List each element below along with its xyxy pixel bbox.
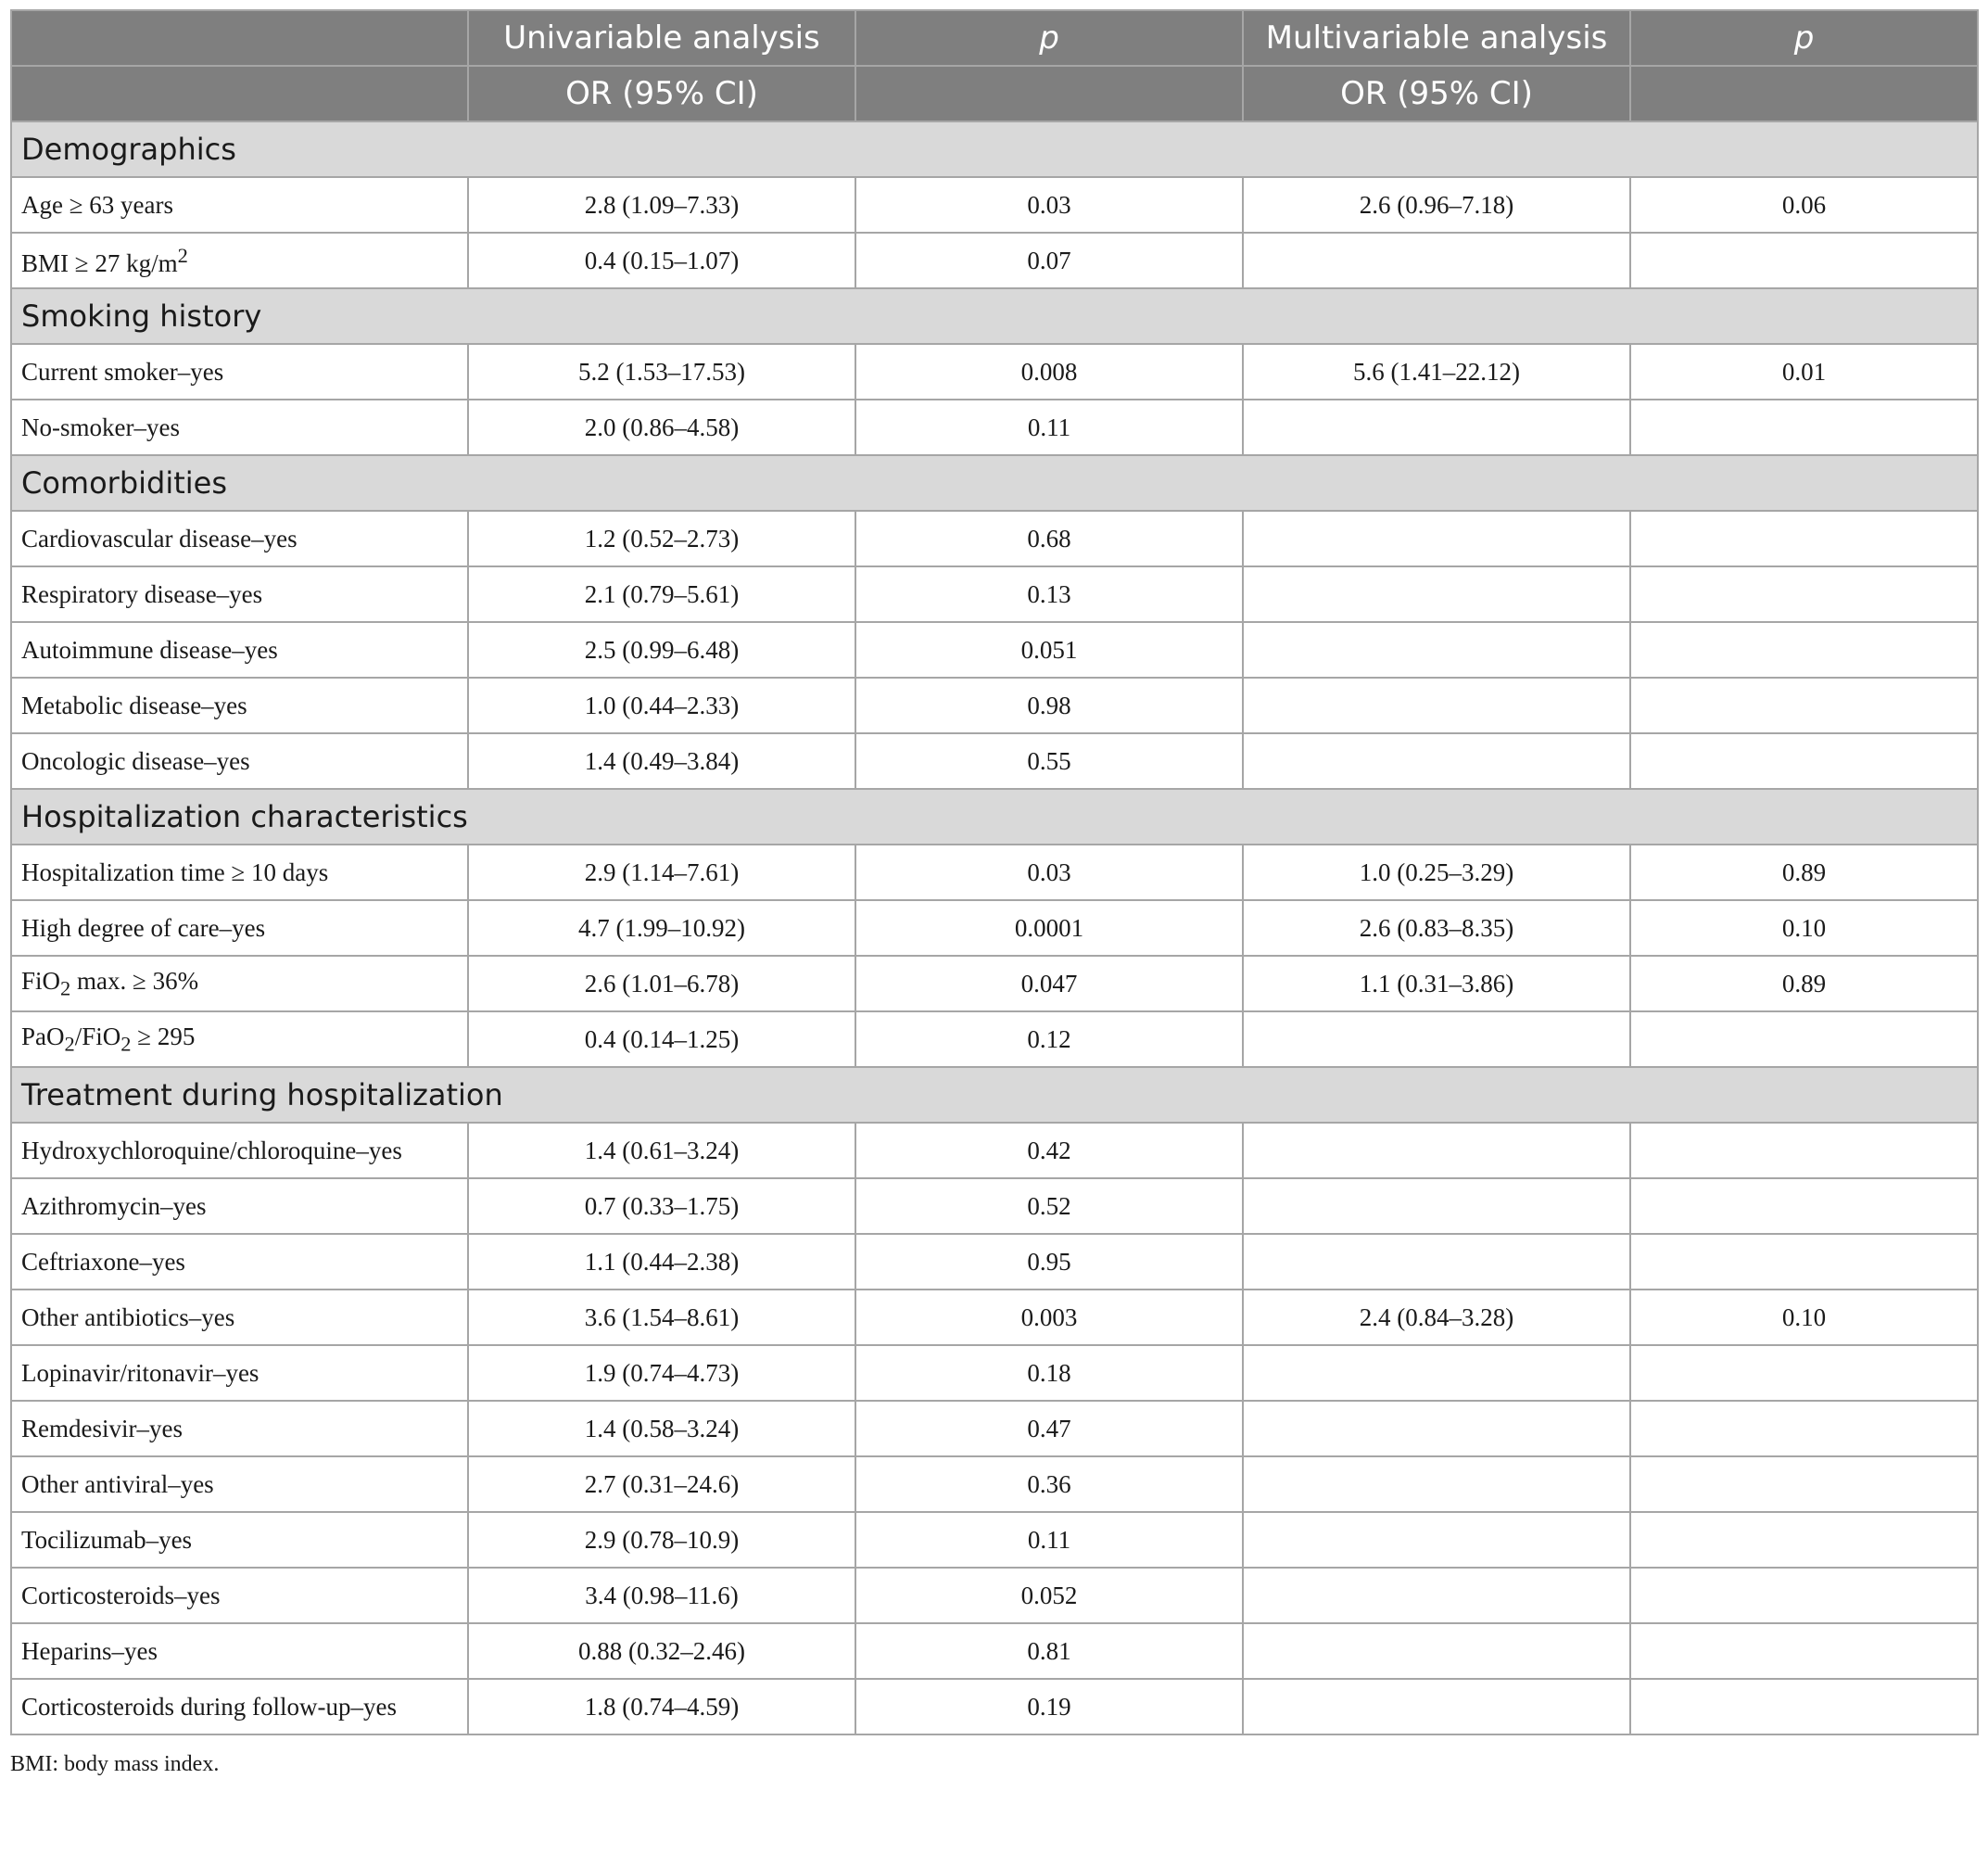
- multivariable-or-cell: [1243, 733, 1630, 789]
- univariable-or-cell: 3.4 (0.98–11.6): [468, 1568, 855, 1623]
- univariable-or-cell: 3.6 (1.54–8.61): [468, 1290, 855, 1345]
- univariable-p-cell: 0.52: [855, 1178, 1243, 1234]
- section-row: [11, 455, 1978, 511]
- table-row: [11, 1623, 1978, 1679]
- row-label: PaO$_2$/FiO$_2$ ≥ 295: [11, 1011, 468, 1067]
- row-label: Hydroxychloroquine/chloroquine–yes: [11, 1123, 468, 1178]
- univariable-or-cell: 2.0 (0.86–4.58): [468, 400, 855, 455]
- multivariable-p-cell: 0.01: [1630, 344, 1978, 400]
- univariable-p-cell: 0.19: [855, 1679, 1243, 1734]
- header-multivariable-p: p: [1630, 10, 1978, 66]
- univariable-p-cell: 0.81: [855, 1623, 1243, 1679]
- multivariable-p-cell: [1630, 1345, 1978, 1401]
- row-label: Respiratory disease–yes: [11, 566, 468, 622]
- univariable-p-cell: 0.13: [855, 566, 1243, 622]
- row-label: Other antibiotics–yes: [11, 1290, 468, 1345]
- multivariable-or-cell: 5.6 (1.41–22.12): [1243, 344, 1630, 400]
- row-label: Oncologic disease–yes: [11, 733, 468, 789]
- multivariable-p-cell: 0.10: [1630, 1290, 1978, 1345]
- univariable-p-cell: 0.47: [855, 1401, 1243, 1456]
- row-label: Cardiovascular disease–yes: [11, 511, 468, 566]
- section-title: Comorbidities: [11, 455, 1978, 511]
- univariable-or-cell: 1.1 (0.44–2.38): [468, 1234, 855, 1290]
- univariable-p-cell: 0.11: [855, 1512, 1243, 1568]
- row-label: High degree of care–yes: [11, 900, 468, 956]
- table-row: [11, 233, 1978, 288]
- univariable-p-cell: 0.03: [855, 177, 1243, 233]
- results-table: [10, 9, 1979, 1735]
- univariable-or-cell: 1.4 (0.61–3.24): [468, 1123, 855, 1178]
- univariable-or-cell: 2.8 (1.09–7.33): [468, 177, 855, 233]
- multivariable-or-cell: [1243, 1401, 1630, 1456]
- univariable-p-cell: 0.11: [855, 400, 1243, 455]
- header-row-2: [11, 66, 1978, 121]
- row-label: Heparins–yes: [11, 1623, 468, 1679]
- univariable-p-cell: 0.42: [855, 1123, 1243, 1178]
- multivariable-or-cell: [1243, 566, 1630, 622]
- table-row: [11, 1234, 1978, 1290]
- table-row: [11, 900, 1978, 956]
- header-univariable-p: p: [855, 10, 1243, 66]
- table-row: [11, 177, 1978, 233]
- multivariable-p-cell: [1630, 233, 1978, 288]
- table-row: [11, 1290, 1978, 1345]
- table-row: [11, 1345, 1978, 1401]
- multivariable-or-cell: 2.4 (0.84–3.28): [1243, 1290, 1630, 1345]
- multivariable-or-cell: [1243, 511, 1630, 566]
- table-row: [11, 1178, 1978, 1234]
- header-univariable: Univariable analysis: [468, 10, 855, 66]
- header-multivariable-or: OR (95% CI): [1243, 66, 1630, 121]
- multivariable-or-cell: [1243, 1123, 1630, 1178]
- row-label: Autoimmune disease–yes: [11, 622, 468, 678]
- multivariable-p-cell: [1630, 1456, 1978, 1512]
- table-row: [11, 1456, 1978, 1512]
- univariable-or-cell: 2.6 (1.01–6.78): [468, 956, 855, 1011]
- section-title: Treatment during hospitalization: [11, 1067, 1978, 1123]
- table-row: [11, 400, 1978, 455]
- multivariable-or-cell: [1243, 622, 1630, 678]
- row-label: Azithromycin–yes: [11, 1178, 468, 1234]
- univariable-or-cell: 0.4 (0.15–1.07): [468, 233, 855, 288]
- univariable-or-cell: 1.0 (0.44–2.33): [468, 678, 855, 733]
- section-row: [11, 789, 1978, 845]
- univariable-or-cell: 5.2 (1.53–17.53): [468, 344, 855, 400]
- multivariable-or-cell: [1243, 1512, 1630, 1568]
- multivariable-or-cell: 1.1 (0.31–3.86): [1243, 956, 1630, 1011]
- multivariable-p-cell: [1630, 622, 1978, 678]
- row-label: Metabolic disease–yes: [11, 678, 468, 733]
- row-label: Hospitalization time ≥ 10 days: [11, 845, 468, 900]
- multivariable-p-cell: [1630, 1011, 1978, 1067]
- multivariable-p-cell: [1630, 1178, 1978, 1234]
- multivariable-or-cell: [1243, 1568, 1630, 1623]
- header-blank-cell: [855, 66, 1243, 121]
- table-row: [11, 845, 1978, 900]
- univariable-p-cell: 0.55: [855, 733, 1243, 789]
- univariable-p-cell: 0.07: [855, 233, 1243, 288]
- table-row: [11, 1401, 1978, 1456]
- row-label: FiO$_2$ max. ≥ 36%: [11, 956, 468, 1011]
- table-row: [11, 1011, 1978, 1067]
- multivariable-p-cell: 0.10: [1630, 900, 1978, 956]
- multivariable-p-cell: [1630, 511, 1978, 566]
- multivariable-or-cell: [1243, 1456, 1630, 1512]
- multivariable-p-cell: [1630, 1234, 1978, 1290]
- multivariable-or-cell: 2.6 (0.96–7.18): [1243, 177, 1630, 233]
- multivariable-p-cell: [1630, 1123, 1978, 1178]
- table-header: [11, 10, 1978, 121]
- header-univariable-or: OR (95% CI): [468, 66, 855, 121]
- multivariable-or-cell: [1243, 1011, 1630, 1067]
- univariable-or-cell: 2.7 (0.31–24.6): [468, 1456, 855, 1512]
- row-label: Lopinavir/ritonavir–yes: [11, 1345, 468, 1401]
- table-container: [10, 9, 1977, 1777]
- row-label: Age ≥ 63 years: [11, 177, 468, 233]
- row-label: Other antiviral–yes: [11, 1456, 468, 1512]
- table-footnote: BMI: body mass index.: [10, 1752, 220, 1776]
- multivariable-p-cell: [1630, 733, 1978, 789]
- row-label: Tocilizumab–yes: [11, 1512, 468, 1568]
- row-label: Remdesivir–yes: [11, 1401, 468, 1456]
- multivariable-or-cell: 2.6 (0.83–8.35): [1243, 900, 1630, 956]
- univariable-p-cell: 0.36: [855, 1456, 1243, 1512]
- univariable-p-cell: 0.051: [855, 622, 1243, 678]
- row-label: Corticosteroids during follow-up–yes: [11, 1679, 468, 1734]
- multivariable-or-cell: [1243, 1623, 1630, 1679]
- univariable-or-cell: 1.4 (0.58–3.24): [468, 1401, 855, 1456]
- univariable-p-cell: 0.68: [855, 511, 1243, 566]
- multivariable-p-cell: [1630, 1512, 1978, 1568]
- section-row: [11, 288, 1978, 344]
- header-blank-cell: [1630, 66, 1978, 121]
- multivariable-or-cell: [1243, 400, 1630, 455]
- section-title: Hospitalization characteristics: [11, 789, 1978, 845]
- univariable-or-cell: 1.2 (0.52–2.73): [468, 511, 855, 566]
- univariable-or-cell: 0.7 (0.33–1.75): [468, 1178, 855, 1234]
- multivariable-or-cell: [1243, 1234, 1630, 1290]
- multivariable-p-cell: [1630, 1568, 1978, 1623]
- univariable-p-cell: 0.052: [855, 1568, 1243, 1623]
- multivariable-p-cell: [1630, 1679, 1978, 1734]
- univariable-or-cell: 2.5 (0.99–6.48): [468, 622, 855, 678]
- multivariable-or-cell: [1243, 1345, 1630, 1401]
- multivariable-or-cell: [1243, 233, 1630, 288]
- multivariable-p-cell: [1630, 566, 1978, 622]
- univariable-or-cell: 2.9 (0.78–10.9): [468, 1512, 855, 1568]
- univariable-p-cell: 0.03: [855, 845, 1243, 900]
- univariable-p-cell: 0.12: [855, 1011, 1243, 1067]
- header-multivariable: Multivariable analysis: [1243, 10, 1630, 66]
- header-row-1: [11, 10, 1978, 66]
- row-label: Corticosteroids–yes: [11, 1568, 468, 1623]
- table-row: [11, 344, 1978, 400]
- univariable-or-cell: 1.4 (0.49–3.84): [468, 733, 855, 789]
- univariable-p-cell: 0.047: [855, 956, 1243, 1011]
- section-row: [11, 1067, 1978, 1123]
- section-title: Smoking history: [11, 288, 1978, 344]
- multivariable-p-cell: 0.89: [1630, 845, 1978, 900]
- table-row: [11, 566, 1978, 622]
- univariable-p-cell: 0.95: [855, 1234, 1243, 1290]
- multivariable-p-cell: [1630, 1623, 1978, 1679]
- univariable-or-cell: 2.1 (0.79–5.61): [468, 566, 855, 622]
- table-row: [11, 733, 1978, 789]
- multivariable-p-cell: 0.06: [1630, 177, 1978, 233]
- multivariable-p-cell: 0.89: [1630, 956, 1978, 1011]
- row-label: Current smoker–yes: [11, 344, 468, 400]
- univariable-or-cell: 1.9 (0.74–4.73): [468, 1345, 855, 1401]
- multivariable-p-cell: [1630, 678, 1978, 733]
- multivariable-p-cell: [1630, 400, 1978, 455]
- header-blank-cell: [11, 66, 468, 121]
- multivariable-p-cell: [1630, 1401, 1978, 1456]
- table-row: [11, 511, 1978, 566]
- univariable-or-cell: 1.8 (0.74–4.59): [468, 1679, 855, 1734]
- header-blank-cell: [11, 10, 468, 66]
- section-row: [11, 121, 1978, 177]
- table-row: [11, 1123, 1978, 1178]
- table-row: [11, 956, 1978, 1011]
- multivariable-or-cell: 1.0 (0.25–3.29): [1243, 845, 1630, 900]
- table-row: [11, 1679, 1978, 1734]
- row-label: No-smoker–yes: [11, 400, 468, 455]
- table-row: [11, 622, 1978, 678]
- multivariable-or-cell: [1243, 678, 1630, 733]
- univariable-p-cell: 0.008: [855, 344, 1243, 400]
- univariable-or-cell: 0.88 (0.32–2.46): [468, 1623, 855, 1679]
- table-body: [11, 121, 1978, 1734]
- univariable-p-cell: 0.98: [855, 678, 1243, 733]
- table-row: [11, 678, 1978, 733]
- table-row: [11, 1512, 1978, 1568]
- univariable-p-cell: 0.0001: [855, 900, 1243, 956]
- univariable-p-cell: 0.18: [855, 1345, 1243, 1401]
- row-label: BMI ≥ 27 $kg/m^2$: [11, 233, 468, 288]
- univariable-or-cell: 4.7 (1.99–10.92): [468, 900, 855, 956]
- section-title: Demographics: [11, 121, 1978, 177]
- univariable-p-cell: 0.003: [855, 1290, 1243, 1345]
- univariable-or-cell: 0.4 (0.14–1.25): [468, 1011, 855, 1067]
- multivariable-or-cell: [1243, 1679, 1630, 1734]
- row-label: Ceftriaxone–yes: [11, 1234, 468, 1290]
- multivariable-or-cell: [1243, 1178, 1630, 1234]
- table-row: [11, 1568, 1978, 1623]
- univariable-or-cell: 2.9 (1.14–7.61): [468, 845, 855, 900]
